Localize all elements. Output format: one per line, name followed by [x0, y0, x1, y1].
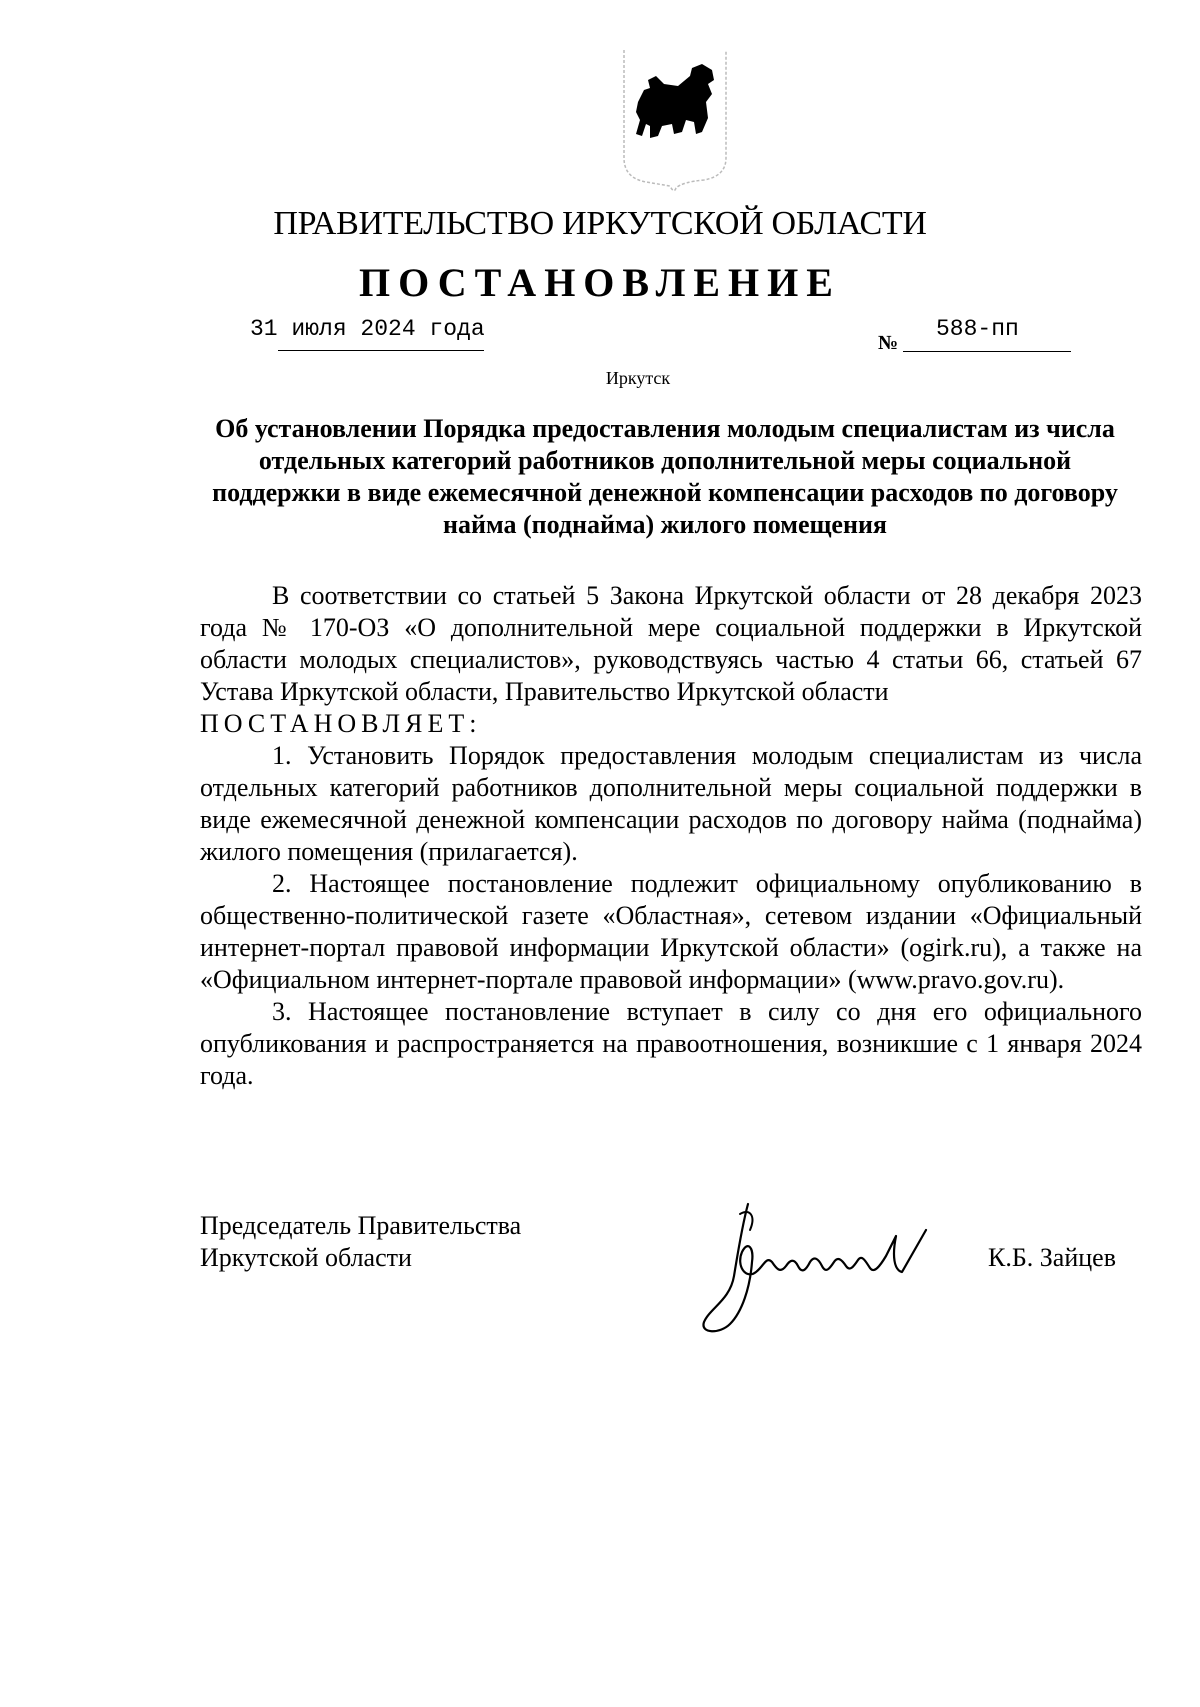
preamble-paragraph: В соответствии со статьей 5 Закона Иркутской области от 28 декабря 2023 года № 170-ОЗ «О дополнительной мере социальной поддержки в Иркутской области молодых специалистов», руководствуясь частью 4 статьи 66, статьей 67 Устава Иркутской области, Правительство Иркутской области: [200, 581, 1142, 706]
signatory-name: К.Б. Зайцев: [988, 1243, 1116, 1272]
decrees-heading: ПОСТАНОВЛЯЕТ:: [200, 709, 482, 738]
item-paragraph-3: 3. Настоящее постановление вступает в силу со дня его официального опубликования и распространяется на правоотношения, возникшие с 1 января 2024 года.: [200, 997, 1142, 1090]
position-line-2: Иркутской области: [200, 1243, 412, 1272]
city: Иркутск: [605, 368, 671, 388]
document-number: 588-пп: [936, 316, 1019, 342]
number-underline: [903, 351, 1071, 352]
document-type: ПОСТАНОВЛЕНИЕ: [359, 260, 841, 305]
date-underline: [278, 350, 484, 351]
coat-of-arms-icon: [616, 46, 734, 196]
position-line-1: Председатель Правительства: [200, 1211, 522, 1240]
signatory-position: [200, 1210, 521, 1274]
government-name: ПРАВИТЕЛЬСТВО ИРКУТСКОЙ ОБЛАСТИ: [273, 205, 927, 242]
document-date: 31 июля 2024 года: [250, 316, 485, 342]
number-sign: №: [878, 332, 899, 354]
handwritten-signature-icon: [690, 1196, 950, 1336]
item-paragraph-1: 1. Установить Порядок предоставления молодым специалистам из числа отдельных категорий работников дополнительной меры социальной поддержки в виде ежемесячной денежной компенсации расходов по договору найма (поднайма) жилого помещения (прилагается).: [200, 741, 1142, 866]
document-body: [200, 580, 1142, 1092]
item-paragraph-2: 2. Настоящее постановление подлежит официальному опубликованию в общественно-политической газете «Областная», сетевом издании «Официальный интернет-портал правовой информации Иркутской области» (ogirk.ru), а также на «Официальном интернет-портале правовой информации» (www.pravo.gov.ru).: [200, 869, 1142, 994]
document-title: Об установлении Порядка предоставления молодым специалистам из числа отдельных категорий работников дополнительной меры социальной поддержки в виде ежемесячной денежной компенсации расходов по договору найма (поднайма) жилого помещения: [212, 414, 1118, 539]
